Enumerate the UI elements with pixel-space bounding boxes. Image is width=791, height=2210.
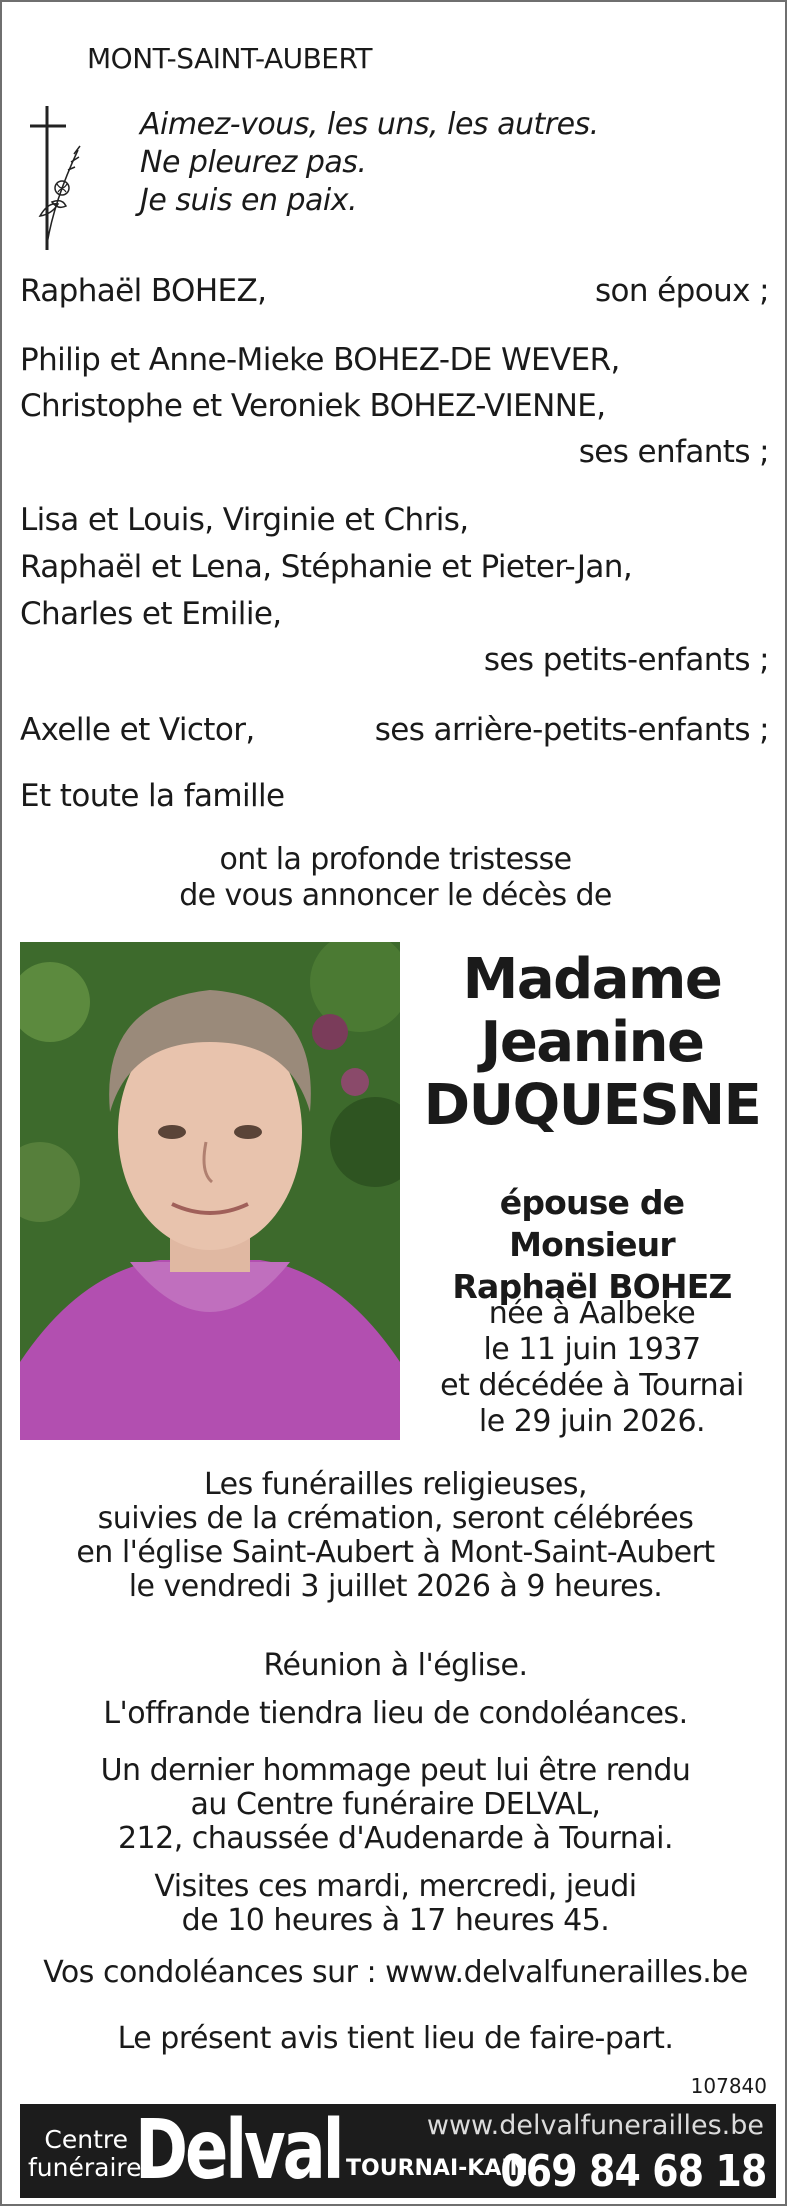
all-family: Et toute la famille <box>20 778 285 814</box>
child-line: Christophe et Veroniek BOHEZ-VIENNE, <box>20 388 606 424</box>
reunion-line: Réunion à l'église. <box>263 1648 528 1683</box>
spouse-of <box>412 1182 772 1308</box>
funeral-line: en l'église Saint-Aubert à Mont-Saint-Aubert <box>76 1535 715 1570</box>
visit-line: Visites ces mardi, mercredi, jeudi <box>154 1869 637 1904</box>
tribute-line: Un dernier hommage peut lui être rendu <box>100 1753 691 1788</box>
spouse-role: son époux ; <box>594 273 769 309</box>
life-dates-line: et décédée à Tournai <box>440 1368 744 1403</box>
grandchild-line: Raphaël et Lena, Stéphanie et Pieter-Jan, <box>20 549 633 585</box>
tribute-info <box>2 1754 789 1856</box>
funeral-line: suivies de la crémation, seront célébrées <box>97 1501 694 1536</box>
deceased-title: Madame <box>462 947 722 1012</box>
life-dates-line: née à Aalbeke <box>488 1296 696 1331</box>
reference-number: 107840 <box>690 2074 767 2098</box>
condolences-link[interactable]: Vos condoléances sur : www.delvalfunerailles.be <box>43 1955 748 1990</box>
footer-funeraire-word: funéraire <box>28 2153 142 2182</box>
life-dates <box>412 1296 772 1440</box>
deceased-last-name: DUQUESNE <box>423 1073 761 1138</box>
deceased-photo <box>20 942 400 1440</box>
funeral-details <box>2 1468 789 1604</box>
footer-centre-label <box>28 2125 142 2182</box>
visit-hours <box>2 1870 789 1938</box>
reunion-line: L'offrande tiendra lieu de condoléances. <box>103 1696 688 1731</box>
announcement-line: ont la profonde tristesse <box>219 842 572 877</box>
reunion-info <box>2 1642 789 1738</box>
announcement-line: de vous annoncer le décès de <box>179 878 612 913</box>
deceased-first-name: Jeanine <box>480 1010 704 1075</box>
deceased-name <box>412 948 772 1137</box>
spouse-of-line: Raphaël BOHEZ <box>452 1267 732 1306</box>
quote-line: Aimez-vous, les uns, les autres. <box>140 107 599 142</box>
funeral-home-banner <box>20 2104 776 2198</box>
greatgrandchildren-names: Axelle et Victor, <box>20 712 255 748</box>
footer-brand-logo: Delval <box>135 2104 342 2198</box>
notice-text: Le présent avis tient lieu de faire-part. <box>117 2021 674 2056</box>
quote-line: Ne pleurez pas. <box>140 145 367 180</box>
funeral-line: le vendredi 3 juillet 2026 à 9 heures. <box>128 1569 663 1604</box>
footer-phone-number[interactable]: 069 84 68 18 <box>499 2146 766 2197</box>
spouse-of-line: épouse de Monsieur <box>499 1183 685 1264</box>
life-dates-line: le 11 juin 1937 <box>483 1332 701 1367</box>
quote-line: Je suis en paix. <box>140 183 358 218</box>
children-role: ses enfants ; <box>578 434 769 470</box>
spouse-name: Raphaël BOHEZ, <box>20 273 267 309</box>
child-line: Philip et Anne-Mieke BOHEZ-DE WEVER, <box>20 342 620 378</box>
cross-with-flower-icon <box>22 104 92 252</box>
tribute-line: au Centre funéraire DELVAL, <box>190 1787 601 1822</box>
grandchild-line: Lisa et Louis, Virginie et Chris, <box>20 502 469 538</box>
funeral-line: Les funérailles religieuses, <box>203 1467 588 1502</box>
grandchildren-role: ses petits-enfants ; <box>483 642 769 678</box>
tribute-line: 212, chaussée d'Audenarde à Tournai. <box>117 1821 674 1856</box>
visit-line: de 10 heures à 17 heures 45. <box>181 1903 610 1938</box>
footer-location: TOURNAI-KAIN <box>346 2156 528 2181</box>
footer-centre-word: Centre <box>44 2125 128 2154</box>
greatgrandchildren-role: ses arrière-petits-enfants ; <box>374 712 769 748</box>
footer-website-link[interactable]: www.delvalfunerailles.be <box>426 2110 764 2141</box>
portrait-illustration <box>20 942 400 1440</box>
quote <box>140 106 599 220</box>
life-dates-line: le 29 juin 2026. <box>478 1404 706 1439</box>
grandchild-line: Charles et Emilie, <box>20 596 282 632</box>
town-name: MONT-SAINT-AUBERT <box>87 42 373 75</box>
